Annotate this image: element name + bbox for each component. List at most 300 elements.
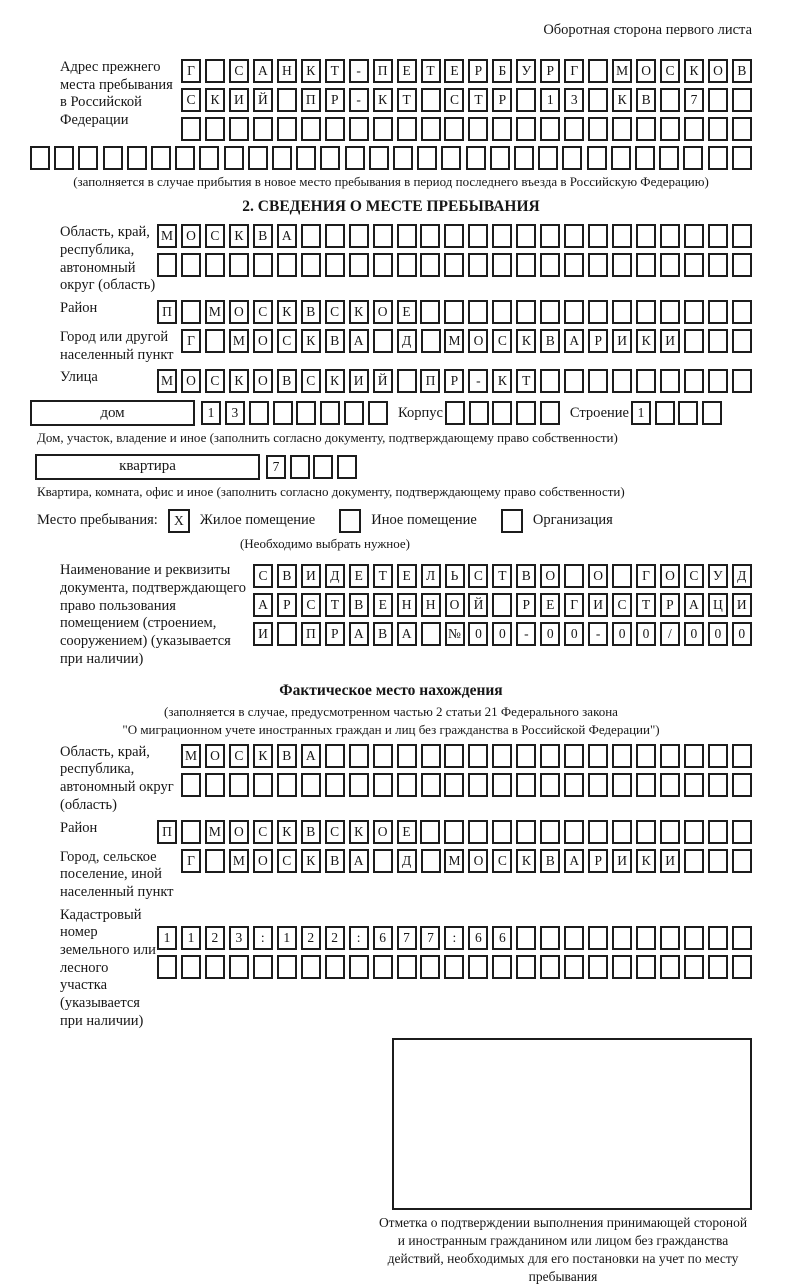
- char-cell[interactable]: Р: [468, 59, 488, 83]
- char-cell[interactable]: [636, 773, 656, 797]
- char-cell[interactable]: Н: [277, 59, 297, 83]
- char-cell[interactable]: [344, 401, 364, 425]
- char-cell[interactable]: К: [636, 849, 656, 873]
- char-cell[interactable]: К: [349, 300, 369, 324]
- char-cell[interactable]: [277, 117, 297, 141]
- char-cell[interactable]: С: [205, 224, 225, 248]
- char-cell[interactable]: Р: [444, 369, 464, 393]
- char-cell[interactable]: 1: [181, 926, 201, 950]
- char-cell[interactable]: [468, 773, 488, 797]
- char-cell[interactable]: 3: [229, 926, 249, 950]
- char-cell[interactable]: П: [373, 59, 393, 83]
- char-cell[interactable]: С: [684, 564, 704, 588]
- char-cell[interactable]: [516, 117, 536, 141]
- char-cell[interactable]: [417, 146, 437, 170]
- char-cell[interactable]: 0: [612, 622, 632, 646]
- char-cell[interactable]: П: [301, 88, 321, 112]
- char-cell[interactable]: В: [277, 564, 297, 588]
- char-cell[interactable]: 0: [564, 622, 584, 646]
- char-cell[interactable]: [540, 744, 560, 768]
- char-cell[interactable]: [229, 253, 249, 277]
- char-cell[interactable]: [373, 224, 393, 248]
- char-cell[interactable]: [516, 744, 536, 768]
- char-cell[interactable]: О: [468, 329, 488, 353]
- char-cell[interactable]: [277, 773, 297, 797]
- char-cell[interactable]: Г: [564, 59, 584, 83]
- char-cell[interactable]: [373, 253, 393, 277]
- char-cell[interactable]: [732, 744, 752, 768]
- char-cell[interactable]: 2: [301, 926, 321, 950]
- char-cell[interactable]: [54, 146, 74, 170]
- char-cell[interactable]: [684, 253, 704, 277]
- char-cell[interactable]: Р: [325, 88, 345, 112]
- char-cell[interactable]: Е: [397, 59, 417, 83]
- char-cell[interactable]: П: [157, 820, 177, 844]
- char-cell[interactable]: [540, 820, 560, 844]
- char-cell[interactable]: Д: [397, 329, 417, 353]
- char-cell[interactable]: Ц: [708, 593, 728, 617]
- char-cell[interactable]: [660, 88, 680, 112]
- char-cell[interactable]: [708, 329, 728, 353]
- char-cell[interactable]: О: [588, 564, 608, 588]
- char-cell[interactable]: [684, 773, 704, 797]
- char-cell[interactable]: Р: [492, 88, 512, 112]
- char-cell[interactable]: [229, 117, 249, 141]
- char-cell[interactable]: /: [660, 622, 680, 646]
- char-cell[interactable]: [684, 329, 704, 353]
- char-cell[interactable]: [611, 146, 631, 170]
- char-cell[interactable]: [588, 253, 608, 277]
- char-cell[interactable]: [492, 820, 512, 844]
- char-cell[interactable]: [516, 926, 536, 950]
- char-cell[interactable]: 3: [564, 88, 584, 112]
- char-cell[interactable]: [420, 224, 440, 248]
- char-cell[interactable]: М: [205, 300, 225, 324]
- char-cell[interactable]: [421, 773, 441, 797]
- char-cell[interactable]: А: [301, 744, 321, 768]
- char-cell[interactable]: [103, 146, 123, 170]
- char-cell[interactable]: Ь: [445, 564, 465, 588]
- char-cell[interactable]: И: [301, 564, 321, 588]
- char-cell[interactable]: [253, 773, 273, 797]
- char-cell[interactable]: [636, 224, 656, 248]
- char-cell[interactable]: [373, 849, 393, 873]
- char-cell[interactable]: [732, 224, 752, 248]
- char-cell[interactable]: К: [301, 329, 321, 353]
- char-cell[interactable]: [732, 820, 752, 844]
- char-cell[interactable]: К: [325, 369, 345, 393]
- char-cell[interactable]: 7: [420, 926, 440, 950]
- char-cell[interactable]: [588, 926, 608, 950]
- char-cell[interactable]: С: [325, 820, 345, 844]
- char-cell[interactable]: [732, 253, 752, 277]
- char-cell[interactable]: [393, 146, 413, 170]
- char-cell[interactable]: [516, 773, 536, 797]
- char-cell[interactable]: Й: [373, 369, 393, 393]
- char-cell[interactable]: 0: [708, 622, 728, 646]
- char-cell[interactable]: [635, 146, 655, 170]
- char-cell[interactable]: С: [301, 593, 321, 617]
- char-cell[interactable]: К: [253, 744, 273, 768]
- apartment-type-box[interactable]: квартира: [35, 454, 260, 480]
- char-cell[interactable]: А: [277, 224, 297, 248]
- char-cell[interactable]: [732, 88, 752, 112]
- char-cell[interactable]: [157, 253, 177, 277]
- char-cell[interactable]: [684, 369, 704, 393]
- char-cell[interactable]: С: [253, 564, 273, 588]
- char-cell[interactable]: -: [468, 369, 488, 393]
- char-cell[interactable]: К: [301, 849, 321, 873]
- char-cell[interactable]: [181, 300, 201, 324]
- char-cell[interactable]: [540, 926, 560, 950]
- char-cell[interactable]: [349, 773, 369, 797]
- char-cell[interactable]: [397, 773, 417, 797]
- char-cell[interactable]: И: [660, 329, 680, 353]
- char-cell[interactable]: Н: [421, 593, 441, 617]
- char-cell[interactable]: О: [468, 849, 488, 873]
- char-cell[interactable]: [514, 146, 534, 170]
- char-cell[interactable]: [468, 300, 488, 324]
- char-cell[interactable]: [468, 955, 488, 979]
- char-cell[interactable]: К: [277, 820, 297, 844]
- char-cell[interactable]: [732, 300, 752, 324]
- char-cell[interactable]: [229, 955, 249, 979]
- char-cell[interactable]: [253, 955, 273, 979]
- char-cell[interactable]: М: [444, 849, 464, 873]
- char-cell[interactable]: [708, 300, 728, 324]
- char-cell[interactable]: [683, 146, 703, 170]
- char-cell[interactable]: М: [444, 329, 464, 353]
- char-cell[interactable]: С: [277, 329, 297, 353]
- char-cell[interactable]: [290, 455, 310, 479]
- char-cell[interactable]: О: [636, 59, 656, 83]
- char-cell[interactable]: [301, 955, 321, 979]
- char-cell[interactable]: Н: [397, 593, 417, 617]
- char-cell[interactable]: [636, 744, 656, 768]
- char-cell[interactable]: [660, 224, 680, 248]
- char-cell[interactable]: 1: [631, 401, 651, 425]
- char-cell[interactable]: [612, 926, 632, 950]
- char-cell[interactable]: [444, 300, 464, 324]
- char-cell[interactable]: С: [468, 564, 488, 588]
- char-cell[interactable]: [564, 744, 584, 768]
- char-cell[interactable]: [273, 401, 293, 425]
- char-cell[interactable]: [397, 253, 417, 277]
- char-cell[interactable]: [516, 253, 536, 277]
- char-cell[interactable]: А: [564, 329, 584, 353]
- char-cell[interactable]: [492, 744, 512, 768]
- char-cell[interactable]: А: [253, 59, 273, 83]
- char-cell[interactable]: О: [181, 224, 201, 248]
- char-cell[interactable]: [301, 224, 321, 248]
- char-cell[interactable]: О: [540, 564, 560, 588]
- char-cell[interactable]: [612, 300, 632, 324]
- char-cell[interactable]: Е: [444, 59, 464, 83]
- char-cell[interactable]: К: [684, 59, 704, 83]
- char-cell[interactable]: [277, 622, 297, 646]
- char-cell[interactable]: 0: [468, 622, 488, 646]
- char-cell[interactable]: С: [660, 59, 680, 83]
- char-cell[interactable]: [249, 401, 269, 425]
- char-cell[interactable]: [349, 955, 369, 979]
- char-cell[interactable]: [248, 146, 268, 170]
- char-cell[interactable]: [612, 253, 632, 277]
- char-cell[interactable]: Й: [253, 88, 273, 112]
- char-cell[interactable]: [588, 59, 608, 83]
- char-cell[interactable]: :: [253, 926, 273, 950]
- char-cell[interactable]: Г: [564, 593, 584, 617]
- char-cell[interactable]: О: [253, 369, 273, 393]
- char-cell[interactable]: В: [540, 329, 560, 353]
- char-cell[interactable]: М: [181, 744, 201, 768]
- char-cell[interactable]: [444, 253, 464, 277]
- char-cell[interactable]: Л: [421, 564, 441, 588]
- char-cell[interactable]: Й: [468, 593, 488, 617]
- char-cell[interactable]: [708, 253, 728, 277]
- char-cell[interactable]: [659, 146, 679, 170]
- char-cell[interactable]: [325, 744, 345, 768]
- char-cell[interactable]: [564, 369, 584, 393]
- char-cell[interactable]: [421, 117, 441, 141]
- char-cell[interactable]: [301, 117, 321, 141]
- char-cell[interactable]: [421, 744, 441, 768]
- char-cell[interactable]: -: [349, 88, 369, 112]
- char-cell[interactable]: [492, 593, 512, 617]
- char-cell[interactable]: [420, 820, 440, 844]
- char-cell[interactable]: П: [301, 622, 321, 646]
- char-cell[interactable]: [301, 253, 321, 277]
- char-cell[interactable]: [612, 224, 632, 248]
- char-cell[interactable]: И: [253, 622, 273, 646]
- char-cell[interactable]: [588, 744, 608, 768]
- char-cell[interactable]: К: [229, 224, 249, 248]
- char-cell[interactable]: 0: [636, 622, 656, 646]
- char-cell[interactable]: С: [181, 88, 201, 112]
- char-cell[interactable]: [516, 88, 536, 112]
- char-cell[interactable]: С: [229, 744, 249, 768]
- char-cell[interactable]: [181, 253, 201, 277]
- char-cell[interactable]: 0: [492, 622, 512, 646]
- char-cell[interactable]: -: [516, 622, 536, 646]
- char-cell[interactable]: С: [301, 369, 321, 393]
- char-cell[interactable]: [612, 564, 632, 588]
- char-cell[interactable]: [373, 329, 393, 353]
- char-cell[interactable]: [490, 146, 510, 170]
- char-cell[interactable]: Г: [181, 849, 201, 873]
- char-cell[interactable]: А: [564, 849, 584, 873]
- char-cell[interactable]: В: [373, 622, 393, 646]
- char-cell[interactable]: 1: [157, 926, 177, 950]
- char-cell[interactable]: Р: [588, 329, 608, 353]
- char-cell[interactable]: Т: [397, 88, 417, 112]
- char-cell[interactable]: [175, 146, 195, 170]
- char-cell[interactable]: 0: [684, 622, 704, 646]
- char-cell[interactable]: И: [349, 369, 369, 393]
- char-cell[interactable]: :: [349, 926, 369, 950]
- char-cell[interactable]: [205, 253, 225, 277]
- char-cell[interactable]: 6: [492, 926, 512, 950]
- char-cell[interactable]: [397, 224, 417, 248]
- char-cell[interactable]: [588, 88, 608, 112]
- char-cell[interactable]: К: [516, 849, 536, 873]
- char-cell[interactable]: [655, 401, 675, 425]
- char-cell[interactable]: [272, 146, 292, 170]
- char-cell[interactable]: [732, 773, 752, 797]
- char-cell[interactable]: А: [684, 593, 704, 617]
- char-cell[interactable]: [684, 224, 704, 248]
- char-cell[interactable]: [492, 401, 512, 425]
- char-cell[interactable]: [469, 401, 489, 425]
- char-cell[interactable]: [444, 744, 464, 768]
- char-cell[interactable]: [181, 820, 201, 844]
- char-cell[interactable]: [540, 300, 560, 324]
- char-cell[interactable]: О: [445, 593, 465, 617]
- char-cell[interactable]: О: [229, 300, 249, 324]
- char-cell[interactable]: [708, 117, 728, 141]
- char-cell[interactable]: [492, 117, 512, 141]
- char-cell[interactable]: И: [732, 593, 752, 617]
- char-cell[interactable]: [660, 773, 680, 797]
- char-cell[interactable]: П: [420, 369, 440, 393]
- char-cell[interactable]: [320, 146, 340, 170]
- char-cell[interactable]: Е: [349, 564, 369, 588]
- char-cell[interactable]: [702, 401, 722, 425]
- char-cell[interactable]: -: [588, 622, 608, 646]
- char-cell[interactable]: [588, 224, 608, 248]
- char-cell[interactable]: [708, 849, 728, 873]
- char-cell[interactable]: [127, 146, 147, 170]
- char-cell[interactable]: М: [612, 59, 632, 83]
- char-cell[interactable]: [564, 564, 584, 588]
- char-cell[interactable]: [588, 955, 608, 979]
- char-cell[interactable]: [708, 88, 728, 112]
- char-cell[interactable]: Е: [397, 820, 417, 844]
- char-cell[interactable]: [612, 117, 632, 141]
- char-cell[interactable]: Е: [397, 300, 417, 324]
- char-cell[interactable]: Т: [325, 59, 345, 83]
- char-cell[interactable]: [349, 744, 369, 768]
- char-cell[interactable]: [373, 744, 393, 768]
- char-cell[interactable]: 1: [201, 401, 221, 425]
- char-cell[interactable]: К: [349, 820, 369, 844]
- char-cell[interactable]: [420, 955, 440, 979]
- char-cell[interactable]: [421, 329, 441, 353]
- char-cell[interactable]: К: [373, 88, 393, 112]
- char-cell[interactable]: [540, 117, 560, 141]
- char-cell[interactable]: О: [253, 329, 273, 353]
- char-cell[interactable]: М: [205, 820, 225, 844]
- char-cell[interactable]: [420, 300, 440, 324]
- char-cell[interactable]: [181, 773, 201, 797]
- char-cell[interactable]: [224, 146, 244, 170]
- checkbox-organization[interactable]: [501, 509, 523, 533]
- char-cell[interactable]: К: [205, 88, 225, 112]
- char-cell[interactable]: [30, 146, 50, 170]
- char-cell[interactable]: [708, 744, 728, 768]
- char-cell[interactable]: 0: [540, 622, 560, 646]
- char-cell[interactable]: У: [516, 59, 536, 83]
- char-cell[interactable]: [708, 773, 728, 797]
- char-cell[interactable]: [325, 253, 345, 277]
- char-cell[interactable]: М: [229, 329, 249, 353]
- char-cell[interactable]: А: [349, 622, 369, 646]
- char-cell[interactable]: С: [444, 88, 464, 112]
- char-cell[interactable]: [540, 224, 560, 248]
- char-cell[interactable]: [205, 59, 225, 83]
- char-cell[interactable]: Т: [421, 59, 441, 83]
- char-cell[interactable]: С: [492, 329, 512, 353]
- char-cell[interactable]: [708, 146, 728, 170]
- char-cell[interactable]: Т: [516, 369, 536, 393]
- char-cell[interactable]: [588, 300, 608, 324]
- char-cell[interactable]: 7: [684, 88, 704, 112]
- char-cell[interactable]: [205, 117, 225, 141]
- char-cell[interactable]: [564, 117, 584, 141]
- char-cell[interactable]: [444, 773, 464, 797]
- char-cell[interactable]: В: [325, 329, 345, 353]
- char-cell[interactable]: К: [516, 329, 536, 353]
- char-cell[interactable]: [445, 401, 465, 425]
- char-cell[interactable]: В: [349, 593, 369, 617]
- char-cell[interactable]: [373, 955, 393, 979]
- char-cell[interactable]: Д: [325, 564, 345, 588]
- char-cell[interactable]: [564, 820, 584, 844]
- char-cell[interactable]: [468, 744, 488, 768]
- char-cell[interactable]: [636, 300, 656, 324]
- char-cell[interactable]: [325, 773, 345, 797]
- char-cell[interactable]: [564, 773, 584, 797]
- char-cell[interactable]: 2: [325, 926, 345, 950]
- char-cell[interactable]: [349, 224, 369, 248]
- char-cell[interactable]: В: [301, 820, 321, 844]
- char-cell[interactable]: [732, 146, 752, 170]
- char-cell[interactable]: [516, 820, 536, 844]
- char-cell[interactable]: [516, 955, 536, 979]
- char-cell[interactable]: О: [373, 300, 393, 324]
- char-cell[interactable]: [444, 820, 464, 844]
- char-cell[interactable]: О: [660, 564, 680, 588]
- char-cell[interactable]: [320, 401, 340, 425]
- char-cell[interactable]: Р: [325, 622, 345, 646]
- char-cell[interactable]: О: [253, 849, 273, 873]
- char-cell[interactable]: [636, 253, 656, 277]
- char-cell[interactable]: В: [277, 744, 297, 768]
- char-cell[interactable]: [468, 820, 488, 844]
- char-cell[interactable]: 2: [205, 926, 225, 950]
- char-cell[interactable]: [205, 773, 225, 797]
- char-cell[interactable]: А: [349, 849, 369, 873]
- char-cell[interactable]: [636, 369, 656, 393]
- char-cell[interactable]: [157, 955, 177, 979]
- char-cell[interactable]: [325, 955, 345, 979]
- char-cell[interactable]: [708, 369, 728, 393]
- char-cell[interactable]: В: [253, 224, 273, 248]
- char-cell[interactable]: [636, 955, 656, 979]
- char-cell[interactable]: О: [181, 369, 201, 393]
- char-cell[interactable]: 7: [397, 926, 417, 950]
- char-cell[interactable]: [708, 224, 728, 248]
- char-cell[interactable]: [313, 455, 333, 479]
- char-cell[interactable]: И: [612, 849, 632, 873]
- char-cell[interactable]: [540, 369, 560, 393]
- char-cell[interactable]: [492, 955, 512, 979]
- char-cell[interactable]: [421, 849, 441, 873]
- char-cell[interactable]: [684, 955, 704, 979]
- char-cell[interactable]: С: [612, 593, 632, 617]
- char-cell[interactable]: А: [397, 622, 417, 646]
- char-cell[interactable]: [564, 926, 584, 950]
- char-cell[interactable]: [229, 773, 249, 797]
